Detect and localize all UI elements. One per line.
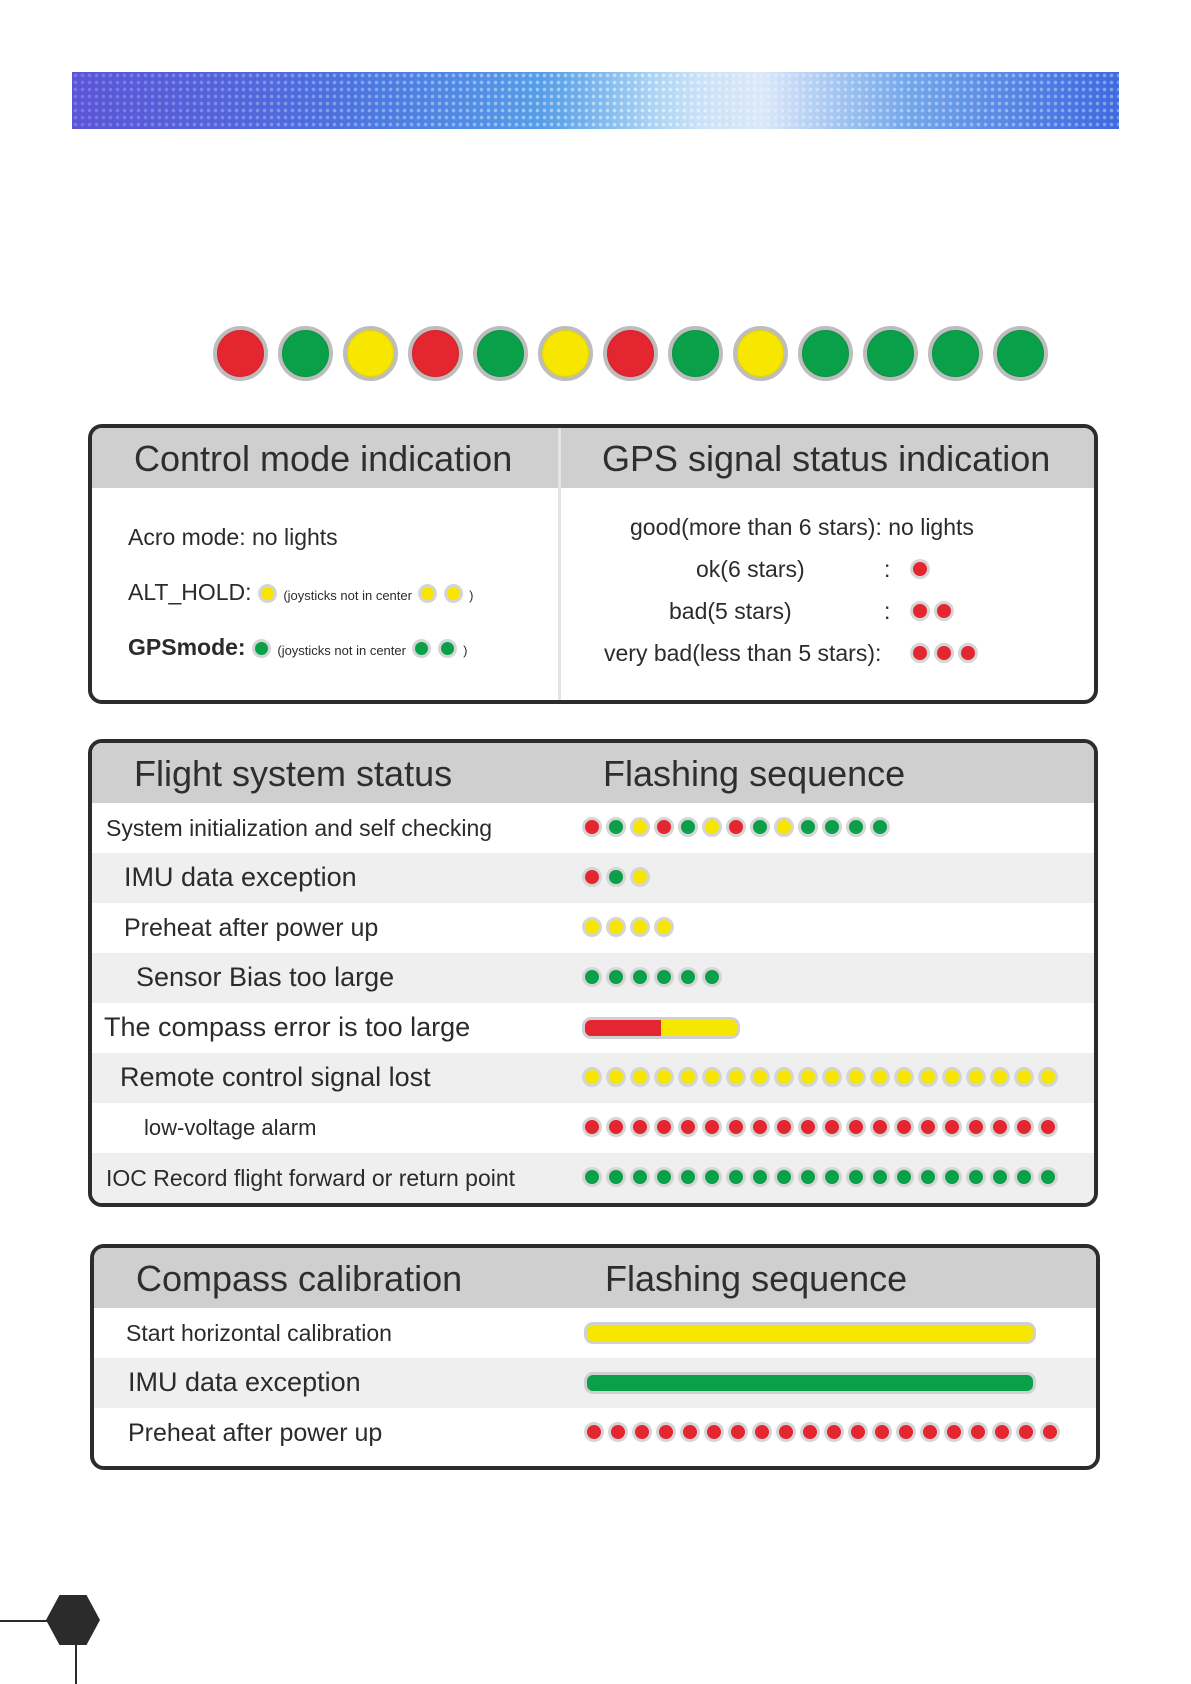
red-led-icon bbox=[726, 1117, 746, 1137]
green-led-icon bbox=[606, 967, 626, 987]
yellow-led-icon bbox=[942, 1067, 962, 1087]
yellow-led-icon bbox=[822, 1067, 842, 1087]
red-led-icon bbox=[846, 1117, 866, 1137]
green-led-icon bbox=[582, 1167, 602, 1187]
control-gps-header bbox=[92, 428, 1094, 488]
red-led-icon bbox=[582, 817, 602, 837]
red-led-icon bbox=[958, 643, 978, 663]
footer-line bbox=[0, 1620, 48, 1622]
gps-ok-text: ok(6 stars) bbox=[696, 556, 805, 582]
green-led-icon bbox=[798, 1167, 818, 1187]
red-led-icon bbox=[654, 1117, 674, 1137]
green-led-icon bbox=[678, 817, 698, 837]
yellow-led-icon bbox=[582, 917, 602, 937]
red-led-icon bbox=[654, 817, 674, 837]
green-led-icon bbox=[702, 967, 722, 987]
green-led-icon bbox=[993, 326, 1048, 381]
control-mode-heading: Control mode indication bbox=[134, 438, 513, 479]
green-led-icon bbox=[966, 1167, 986, 1187]
green-led-icon bbox=[894, 1167, 914, 1187]
yellow-led-icon bbox=[774, 817, 794, 837]
gps-bad-text: bad(5 stars) bbox=[669, 598, 792, 624]
red-led-icon bbox=[584, 1422, 604, 1442]
green-led-icon bbox=[863, 326, 918, 381]
compass-sequence-heading: Flashing sequence bbox=[605, 1258, 908, 1299]
flight-status-row bbox=[92, 953, 1094, 1003]
compass-calibration-panel bbox=[90, 1244, 1100, 1470]
flight-status-label: Preheat after power up bbox=[124, 914, 379, 942]
gps-verybad-leds bbox=[910, 643, 978, 663]
led-indicator-row bbox=[213, 326, 1048, 382]
red-led-icon bbox=[606, 1117, 626, 1137]
gps-ok-colon: : bbox=[884, 556, 891, 582]
flight-status-row bbox=[92, 1053, 1094, 1103]
flash-sequence bbox=[582, 967, 722, 987]
flash-sequence bbox=[582, 917, 674, 937]
green-led-icon bbox=[606, 817, 626, 837]
red-led-icon bbox=[1040, 1422, 1060, 1442]
red-yellow-bar bbox=[582, 1017, 740, 1039]
red-led-icon bbox=[1014, 1117, 1034, 1137]
gps-bad-colon: : bbox=[884, 598, 891, 624]
control-gps-panel bbox=[88, 424, 1098, 704]
compass-row bbox=[94, 1358, 1096, 1408]
red-led-icon bbox=[942, 1117, 962, 1137]
green-led-icon bbox=[630, 967, 650, 987]
red-led-icon bbox=[798, 1117, 818, 1137]
flight-status-label: Remote control signal lost bbox=[120, 1062, 431, 1092]
red-led-icon bbox=[800, 1422, 820, 1442]
red-led-icon bbox=[896, 1422, 916, 1442]
yellow-led-icon bbox=[726, 1067, 746, 1087]
green-led-icon bbox=[678, 1167, 698, 1187]
gps-verybad-text: very bad(less than 5 stars): bbox=[604, 640, 882, 666]
flash-sequence bbox=[582, 1117, 1058, 1137]
green-led-icon bbox=[798, 817, 818, 837]
red-led-icon bbox=[822, 1117, 842, 1137]
green-led-icon bbox=[654, 967, 674, 987]
red-led-icon bbox=[752, 1422, 772, 1442]
yellow-led-icon bbox=[1014, 1067, 1034, 1087]
green-led-icon bbox=[252, 639, 271, 658]
red-led-icon bbox=[656, 1422, 676, 1442]
red-led-icon bbox=[934, 601, 954, 621]
yellow-led-icon bbox=[990, 1067, 1010, 1087]
green-solid-bar bbox=[584, 1372, 1036, 1394]
alt-hold-note: (joysticks not in center bbox=[283, 588, 412, 603]
green-led-icon bbox=[990, 1167, 1010, 1187]
yellow-led-icon bbox=[444, 584, 463, 603]
red-led-icon bbox=[680, 1422, 700, 1442]
red-led-icon bbox=[824, 1422, 844, 1442]
yellow-led-icon bbox=[750, 1067, 770, 1087]
flash-sequence bbox=[582, 817, 890, 837]
red-led-icon bbox=[1038, 1117, 1058, 1137]
red-led-icon bbox=[872, 1422, 892, 1442]
yellow-led-icon bbox=[702, 817, 722, 837]
red-led-icon bbox=[774, 1117, 794, 1137]
yellow-led-icon bbox=[258, 584, 277, 603]
flight-status-label: low-voltage alarm bbox=[144, 1115, 317, 1140]
flight-status-label: Sensor Bias too large bbox=[136, 962, 395, 992]
yellow-led-icon bbox=[654, 917, 674, 937]
red-led-icon bbox=[968, 1422, 988, 1442]
flash-sequence bbox=[582, 1067, 1058, 1087]
flight-status-label: System initialization and self checking bbox=[106, 815, 493, 841]
green-led-icon bbox=[654, 1167, 674, 1187]
yellow-led-icon bbox=[606, 917, 626, 937]
compass-row-label: Preheat after power up bbox=[128, 1419, 383, 1447]
green-led-icon bbox=[822, 817, 842, 837]
yellow-led-icon bbox=[630, 817, 650, 837]
yellow-led-icon bbox=[774, 1067, 794, 1087]
flight-status-row bbox=[92, 1153, 1094, 1203]
gps-mode-line bbox=[128, 634, 467, 661]
yellow-led-icon bbox=[966, 1067, 986, 1087]
red-led-icon bbox=[992, 1422, 1012, 1442]
yellow-led-icon bbox=[702, 1067, 722, 1087]
green-led-icon bbox=[606, 867, 626, 887]
compass-calibration-heading: Compass calibration bbox=[136, 1258, 463, 1299]
green-led-icon bbox=[726, 1167, 746, 1187]
compass-calibration-header bbox=[94, 1248, 1096, 1308]
green-led-icon bbox=[928, 326, 983, 381]
green-led-icon bbox=[846, 1167, 866, 1187]
compass-row-label: IMU data exception bbox=[128, 1367, 361, 1397]
green-led-icon bbox=[473, 326, 528, 381]
flight-status-row bbox=[92, 903, 1094, 953]
green-led-icon bbox=[606, 1167, 626, 1187]
green-led-icon bbox=[1038, 1167, 1058, 1187]
gps-bad-leds bbox=[910, 601, 954, 621]
yellow-led-icon bbox=[654, 1067, 674, 1087]
green-led-icon bbox=[412, 639, 431, 658]
header-banner bbox=[72, 72, 1119, 129]
flight-status-row bbox=[92, 803, 1094, 853]
flight-status-row bbox=[92, 853, 1094, 903]
compass-row bbox=[94, 1308, 1096, 1358]
green-led-icon bbox=[438, 639, 457, 658]
red-led-icon bbox=[702, 1117, 722, 1137]
green-led-icon bbox=[678, 967, 698, 987]
gps-mode-label: GPSmode: bbox=[128, 634, 246, 660]
flight-status-heading: Flight system status bbox=[134, 753, 453, 794]
green-led-icon bbox=[942, 1167, 962, 1187]
green-led-icon bbox=[1014, 1167, 1034, 1187]
gps-mode-close: ) bbox=[463, 643, 468, 658]
red-led-icon bbox=[910, 643, 930, 663]
yellow-led-icon bbox=[894, 1067, 914, 1087]
yellow-led-icon bbox=[733, 326, 788, 381]
alt-hold-line bbox=[128, 579, 473, 606]
red-led-icon bbox=[213, 326, 268, 381]
red-led-icon bbox=[582, 867, 602, 887]
yellow-led-icon bbox=[418, 584, 437, 603]
green-led-icon bbox=[668, 326, 723, 381]
page-hexagon-icon bbox=[46, 1595, 100, 1645]
green-led-icon bbox=[870, 817, 890, 837]
red-led-icon bbox=[910, 601, 930, 621]
yellow-led-icon bbox=[630, 867, 650, 887]
flash-sequence bbox=[584, 1422, 1060, 1442]
compass-row-label: Start horizontal calibration bbox=[126, 1320, 392, 1346]
red-led-icon bbox=[966, 1117, 986, 1137]
yellow-led-icon bbox=[343, 326, 398, 381]
red-led-icon bbox=[704, 1422, 724, 1442]
yellow-led-icon bbox=[1038, 1067, 1058, 1087]
flight-status-row bbox=[92, 1003, 1094, 1053]
red-led-icon bbox=[990, 1117, 1010, 1137]
red-led-icon bbox=[776, 1422, 796, 1442]
yellow-led-icon bbox=[918, 1067, 938, 1087]
red-led-icon bbox=[678, 1117, 698, 1137]
yellow-led-icon bbox=[678, 1067, 698, 1087]
yellow-led-icon bbox=[538, 326, 593, 381]
flight-status-label: IOC Record flight forward or return point bbox=[106, 1165, 516, 1191]
red-led-icon bbox=[630, 1117, 650, 1137]
red-led-icon bbox=[920, 1422, 940, 1442]
green-led-icon bbox=[798, 326, 853, 381]
green-led-icon bbox=[750, 817, 770, 837]
green-led-icon bbox=[702, 1167, 722, 1187]
red-led-icon bbox=[728, 1422, 748, 1442]
red-led-icon bbox=[910, 559, 930, 579]
green-led-icon bbox=[630, 1167, 650, 1187]
red-led-icon bbox=[632, 1422, 652, 1442]
green-led-icon bbox=[278, 326, 333, 381]
yellow-solid-bar bbox=[584, 1322, 1036, 1344]
red-led-icon bbox=[408, 326, 463, 381]
acro-mode-text: Acro mode: no lights bbox=[128, 524, 338, 550]
red-led-icon bbox=[894, 1117, 914, 1137]
red-led-icon bbox=[944, 1422, 964, 1442]
red-led-icon bbox=[603, 326, 658, 381]
green-led-icon bbox=[846, 817, 866, 837]
yellow-led-icon bbox=[630, 917, 650, 937]
green-led-icon bbox=[918, 1167, 938, 1187]
yellow-led-icon bbox=[870, 1067, 890, 1087]
yellow-led-icon bbox=[846, 1067, 866, 1087]
alt-hold-label: ALT_HOLD: bbox=[128, 579, 252, 605]
red-led-icon bbox=[1016, 1422, 1036, 1442]
gps-ok-leds bbox=[910, 559, 930, 579]
green-led-icon bbox=[870, 1167, 890, 1187]
red-led-icon bbox=[750, 1117, 770, 1137]
red-led-icon bbox=[848, 1422, 868, 1442]
green-led-icon bbox=[750, 1167, 770, 1187]
flash-sequence bbox=[582, 867, 650, 887]
flight-status-row bbox=[92, 1103, 1094, 1153]
red-led-icon bbox=[918, 1117, 938, 1137]
flight-status-panel bbox=[88, 739, 1098, 1207]
red-led-icon bbox=[870, 1117, 890, 1137]
gps-good-text: good(more than 6 stars): no lights bbox=[630, 514, 974, 540]
alt-hold-close: ) bbox=[469, 588, 474, 603]
gps-status-heading: GPS signal status indication bbox=[602, 438, 1051, 479]
flight-status-label: IMU data exception bbox=[124, 862, 357, 892]
red-led-icon bbox=[726, 817, 746, 837]
yellow-led-icon bbox=[798, 1067, 818, 1087]
yellow-led-icon bbox=[582, 1067, 602, 1087]
gps-mode-note: (joysticks not in center bbox=[277, 643, 406, 658]
flight-status-header bbox=[92, 743, 1094, 803]
yellow-led-icon bbox=[606, 1067, 626, 1087]
red-led-icon bbox=[582, 1117, 602, 1137]
yellow-led-icon bbox=[630, 1067, 650, 1087]
green-led-icon bbox=[774, 1167, 794, 1187]
flight-sequence-heading: Flashing sequence bbox=[603, 753, 906, 794]
compass-row bbox=[94, 1408, 1096, 1458]
red-led-icon bbox=[934, 643, 954, 663]
green-led-icon bbox=[582, 967, 602, 987]
flash-sequence bbox=[582, 1167, 1058, 1187]
green-led-icon bbox=[822, 1167, 842, 1187]
red-led-icon bbox=[608, 1422, 628, 1442]
footer-vertical-line bbox=[75, 1642, 77, 1684]
flight-status-label: The compass error is too large bbox=[104, 1012, 471, 1042]
panel-divider bbox=[558, 428, 561, 700]
